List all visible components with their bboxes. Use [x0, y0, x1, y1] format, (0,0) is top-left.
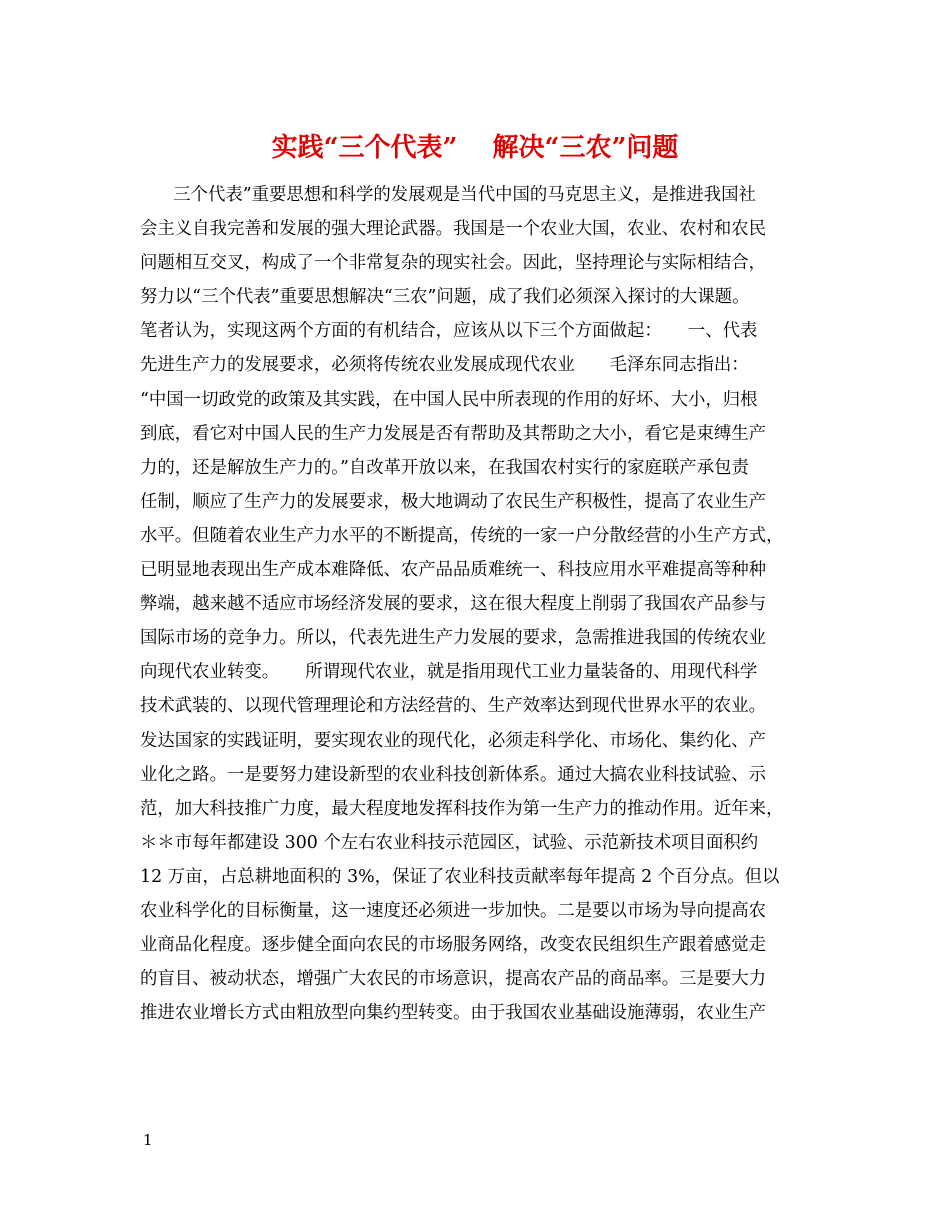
paragraph-line: 农业科学化的目标衡量，这一速度还必须进一步加快。二是要以市场为导向提高农	[140, 900, 767, 921]
paragraph-line: 12 万亩，占总耕地面积的 3%，保证了农业科技贡献率每年提高 2 个百分点。但以	[140, 866, 780, 887]
paragraph-line: 技术武装的、以现代管理理论和方法经营的、生产效率达到现代世界水平的农业。	[140, 696, 767, 717]
paragraph-line: 任制，顺应了生产力的发展要求，极大地调动了农民生产积极性，提高了农业生产	[140, 491, 767, 512]
paragraph-line: 水平。但随着农业生产力水平的不断提高，传统的一家一户分散经营的小生产方式，	[140, 525, 784, 546]
paragraph-line: 努力以“三个代表”重要思想解决“三农”问题，成了我们必须深入探讨的大课题。	[140, 287, 750, 308]
paragraph-line: “中国一切政党的政策及其实践，在中国人民中所表现的作用的好坏、大小，归根	[140, 389, 758, 410]
paragraph-line: 的盲目、被动状态，增强广大农民的市场意识，提高农产品的商品率。三是要大力	[140, 969, 767, 990]
paragraph-line: 已明显地表现出生产成本难降低、农产品品质难统一、科技应用水平难提高等种种	[140, 560, 767, 581]
document-body	[140, 178, 830, 1030]
paragraph-line: 力的，还是解放生产力的。”自改革开放以来，在我国农村实行的家庭联产承包责	[140, 457, 749, 478]
paragraph-line: ＊＊市每年都建设 300 个左右农业科技示范园区，试验、示范新技术项目面积约	[140, 832, 759, 853]
paragraph-line: 到底，看它对中国人民的生产力发展是否有帮助及其帮助之大小，看它是束缚生产	[140, 423, 767, 444]
paragraph-line: 会主义自我完善和发展的强大理论武器。我国是一个农业大国，农业、农村和农民	[140, 219, 767, 240]
paragraph-line: 国际市场的竞争力。所以，代表先进生产力发展的要求，急需推进我国的传统农业	[140, 628, 767, 649]
paragraph-line: 范，加大科技推广力度，最大程度地发挥科技作为第一生产力的推动作用。近年来，	[140, 798, 784, 819]
paragraph-line: 三个代表”重要思想和科学的发展观是当代中国的马克思主义，是推进我国社	[140, 185, 756, 205]
paragraph-line: 业化之路。一是要努力建设新型的农业科技创新体系。通过大搞农业科技试验、示	[140, 764, 767, 785]
paragraph-line: 先进生产力的发展要求，必须将传统农业发展成现代农业 毛泽东同志指出：	[140, 355, 749, 376]
paragraph-line: 推进农业增长方式由粗放型向集约型转变。由于我国农业基础设施薄弱，农业生产	[140, 1003, 767, 1024]
paragraph-line: 问题相互交叉，构成了一个非常复杂的现实社会。因此，坚持理论与实际相结合，	[140, 253, 767, 274]
paragraph-line: 发达国家的实践证明，要实现农业的现代化，必须走科学化、市场化、集约化、产	[140, 730, 767, 751]
page-number: 1	[143, 1131, 153, 1149]
paragraph-line: 向现代农业转变。 所谓现代农业，就是指用现代工业力量装备的、用现代科学	[140, 662, 758, 683]
document-title: 实践“三个代表” 解决“三农”问题	[271, 133, 679, 163]
paragraph-line: 业商品化程度。逐步健全面向农民的市场服务网络，改变农民组织生产跟着感觉走	[140, 935, 767, 956]
paragraph-line: 弊端，越来越不适应市场经济发展的要求，这在很大程度上削弱了我国农产品参与	[140, 594, 767, 615]
paragraph-line: 笔者认为，实现这两个方面的有机结合，应该从以下三个方面做起： 一、代表	[140, 321, 758, 342]
